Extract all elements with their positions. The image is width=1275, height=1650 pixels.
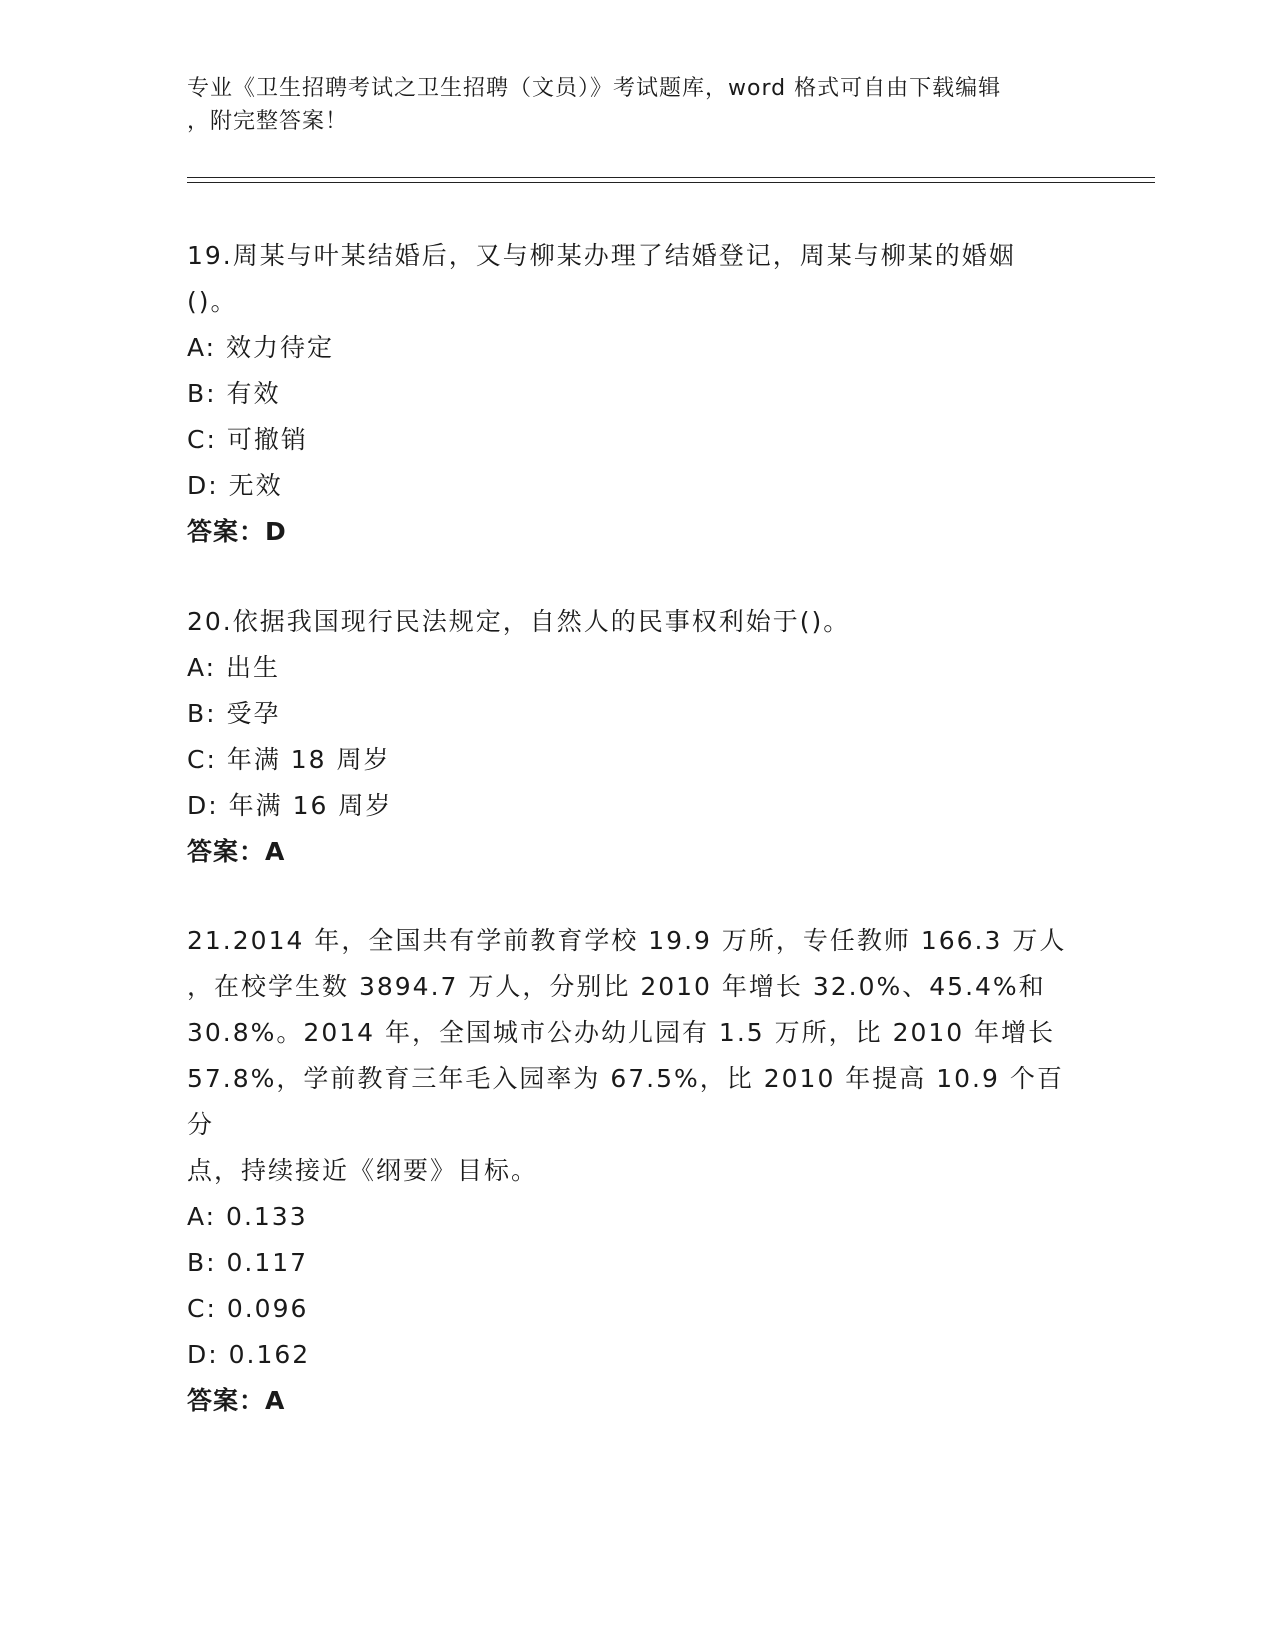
header-line-1: 专业《卫生招聘考试之卫生招聘（文员）》考试题库，word 格式可自由下载编辑	[187, 76, 1002, 101]
header-divider-top	[187, 177, 1155, 178]
header-divider-bottom	[187, 182, 1155, 183]
option-d: D: 无效	[187, 471, 283, 500]
header-line-2: ，附完整答案！	[187, 109, 349, 134]
answer-label: 答案：A	[187, 837, 286, 866]
option-b: B: 受孕	[187, 699, 281, 728]
question-19	[187, 233, 1067, 555]
option-a: A: 0.133	[187, 1202, 308, 1231]
answer-label: 答案：D	[187, 517, 287, 546]
question-stem-line: 19.周某与叶某结婚后，又与柳某办理了结婚登记，周某与柳某的婚姻	[187, 241, 1016, 270]
answer-label: 答案：A	[187, 1386, 286, 1415]
question-stem-line: 30.8%。2014 年，全国城市公办幼儿园有 1.5 万所，比 2010 年增长	[187, 1018, 1056, 1047]
option-b: B: 0.117	[187, 1248, 309, 1277]
document-header	[187, 72, 1067, 138]
question-21	[187, 918, 1067, 1424]
option-c: C: 0.096	[187, 1294, 309, 1323]
option-a: A: 出生	[187, 653, 281, 682]
question-stem-line: 20.依据我国现行民法规定，自然人的民事权利始于()。	[187, 607, 851, 636]
question-20	[187, 599, 1067, 875]
option-c: C: 年满 18 周岁	[187, 745, 391, 774]
option-b: B: 有效	[187, 379, 281, 408]
question-stem-line: 57.8%，学前教育三年毛入园率为 67.5%，比 2010 年提高 10.9 个百分	[187, 1064, 1064, 1139]
option-a: A: 效力待定	[187, 333, 335, 362]
question-stem-line: 21.2014 年，全国共有学前教育学校 19.9 万所，专任教师 166.3 万人	[187, 926, 1067, 955]
question-stem-line: 点，持续接近《纲要》目标。	[187, 1156, 539, 1185]
question-stem-line: ()。	[187, 287, 238, 316]
option-c: C: 可撤销	[187, 425, 308, 454]
option-d: D: 年满 16 周岁	[187, 791, 393, 820]
option-d: D: 0.162	[187, 1340, 311, 1369]
question-stem-line: ，在校学生数 3894.7 万人，分别比 2010 年增长 32.0%、45.4%和	[187, 972, 1046, 1001]
